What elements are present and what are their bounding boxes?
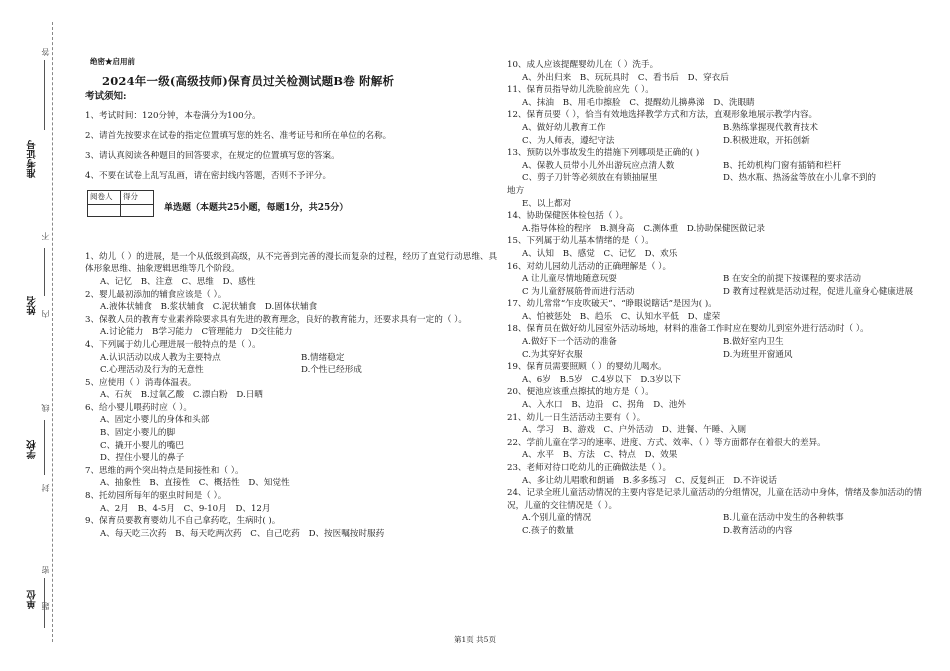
question-options: A.指导体检的程序 B.测身高 C.测体重 D.协助保健医做记录 xyxy=(522,223,765,234)
question-options-row xyxy=(100,364,502,377)
reviewer-input-cell[interactable] xyxy=(88,204,121,216)
question-text: 9、保育员要教育婴幼儿不自己拿药吃，生病时( )。 xyxy=(85,516,281,527)
option-item: D.教育活动的内容 xyxy=(723,525,793,536)
question-options: A、6岁 B.5岁 C.4岁以下 D.3岁以下 xyxy=(522,374,681,385)
school-label: 学校 xyxy=(27,440,38,459)
question-options: A、水平 B、方法 C、特点 D、效果 xyxy=(522,450,678,461)
notice-rule: 4、不要在试卷上乱写乱画，请在密封线内答题，否则不予评分。 xyxy=(85,171,332,182)
question-text: 13、预防以外事故发生的措施下列哪项是正确的( ) xyxy=(507,148,700,159)
option-item: A.个别儿童的情况 xyxy=(522,513,592,524)
left-column xyxy=(82,56,502,540)
question-options-row xyxy=(522,135,924,148)
option-item: C.心理活动及行为的无意性 xyxy=(100,365,204,376)
question-text: 12、保育员要（ ），恰当有效地选择教学方式和方法，直观形象地展示教学内容。 xyxy=(507,110,818,121)
section-heading: 单选题（本题共25小题，每题1分，共25分） xyxy=(164,203,349,214)
binding-margin xyxy=(0,0,72,671)
option-item: D 教育过程就是活动过程，促进儿童身心健康进展 xyxy=(723,286,914,297)
question-options-row xyxy=(522,336,924,349)
question-options-row xyxy=(522,172,924,185)
question-text: 14、协助保健医体检包括（ ）。 xyxy=(507,211,629,222)
reviewer-cell: 阅卷人 xyxy=(88,191,121,205)
score-box xyxy=(87,190,154,217)
option-item: B、固定小婴儿的脚 xyxy=(100,428,176,439)
question-options: A、学习 B、游戏 C、户外活动 D、进餐、午睡、入厕 xyxy=(522,425,747,436)
question-options-row xyxy=(522,512,924,525)
score-input-cell[interactable] xyxy=(121,204,154,216)
name-label: 姓名 xyxy=(27,296,38,315)
exam-number-label: 准考证号 xyxy=(27,140,38,178)
seal-text: 密 xyxy=(41,566,50,574)
option-item: A、固定小婴儿的身体和头部 xyxy=(100,415,210,426)
option-item: D、捏住小婴儿的鼻子 xyxy=(100,453,185,464)
unit-label: 单位 xyxy=(27,590,38,609)
question-options-row xyxy=(100,352,502,365)
notice-rule: 2、请首先按要求在试卷的指定位置填写您的姓名、准考证号和所在单位的名称。 xyxy=(85,130,392,141)
page-title: 2024年一级(高级技师)保育员过关检测试题B卷 附解析 xyxy=(102,73,395,88)
option-item: C、撬开小婴儿的嘴巴 xyxy=(100,440,184,451)
option-item: B.儿童在活动中发生的各种轶事 xyxy=(723,513,844,524)
question-text: 8、托幼园所每年的驱虫时间是（ ）。 xyxy=(85,491,227,502)
question-text-tail: 地方 xyxy=(507,185,525,196)
option-item: D、热水瓶、热汤盆等放在小儿拿不到的 xyxy=(723,173,876,184)
question-options-row xyxy=(522,160,924,173)
exam-number-fill-line[interactable] xyxy=(44,60,45,130)
question-options: A.液体状辅食 B.浆状辅食 C.泥状辅食 D.固体状辅食 xyxy=(100,302,318,313)
question-options: A、记忆 B、注意 C、思维 D、感性 xyxy=(100,276,256,287)
seal-text: 不 xyxy=(41,232,50,240)
right-column xyxy=(504,59,924,538)
question-options: A、2月 B、4-5月 C、9-10月 D、12月 xyxy=(100,503,271,514)
unit-fill-line[interactable] xyxy=(44,578,45,628)
question-text: 7、思维的两个突出特点是间接性和（ ）。 xyxy=(85,465,244,476)
question-text: 6、给小婴儿喂药时应（ ）。 xyxy=(85,402,193,413)
question-options-row xyxy=(522,349,924,362)
option-item: D.为班里开窗通风 xyxy=(723,349,793,360)
question-text: 23、老师对待口吃幼儿的正确做法是（ ）。 xyxy=(507,463,672,473)
question-text: 10、成人应该提醒婴幼儿在（ ）洗手。 xyxy=(507,60,659,70)
seal-text: 线 xyxy=(41,404,50,412)
seal-dashed-line xyxy=(52,22,53,642)
question-options: A、认知 B、感觉 C、记忆 D、欢乐 xyxy=(522,248,678,259)
option-item: B.熟练掌握现代教育技术 xyxy=(723,122,818,133)
question-options-row xyxy=(522,286,924,299)
option-item: A 让儿童尽情地随意玩耍 xyxy=(522,274,617,285)
option-item: B.做好室内卫生 xyxy=(723,337,784,348)
question-options-row xyxy=(522,525,924,538)
question-text: 2、婴儿最初添加的辅食应该是（ ）。 xyxy=(85,289,227,300)
question-options: A.讨论能力 B学习能力 C管理能力 D交往能力 xyxy=(100,327,293,338)
question-options: A、抽象性 B、直接性 C、概括性 D、知觉性 xyxy=(100,478,290,489)
question-options: A、多让幼儿唱歌和朗诵 B.多多练习 C、反复纠正 D.不许说话 xyxy=(522,475,777,486)
question-options: A、外出归来 B、玩玩具时 C、看书后 D、穿衣后 xyxy=(522,72,729,83)
option-item: B、托幼机构门窗有插销和栏杆 xyxy=(723,160,842,171)
option-item: D.积极进取，开拓创新 xyxy=(723,135,810,146)
option-item: A、保教人员带小儿外出游玩应点清人数 xyxy=(522,160,675,171)
option-item: C.为其穿好衣服 xyxy=(522,349,583,360)
question-options-row xyxy=(522,273,924,286)
option-item: D.个性已经形成 xyxy=(301,365,362,376)
question-options: A、石灰 B.过氧乙酸 C.漂白粉 D.日晒 xyxy=(100,390,263,401)
notice-rule: 3、请认真阅读各种题目的回答要求，在规定的位置填写您的答案。 xyxy=(85,150,340,161)
score-cell: 得分 xyxy=(121,191,154,205)
secret-mark: 绝密★启用前 xyxy=(90,57,135,66)
option-item: C.孩子的数量 xyxy=(522,525,574,536)
question-text: 18、保育员在做好幼儿园室外活动场地，材料的准备工作时应在婴幼儿到室外进行活动时（ ）。 xyxy=(507,324,869,335)
option-item: B.情绪稳定 xyxy=(301,352,345,363)
question-text: 22、学前儿童在学习的速率、进度、方式、效率、（ ）等方面都存在着很大的差异。 xyxy=(507,437,826,448)
notice-heading: 考试须知: xyxy=(85,91,127,103)
question-text: 17、幼儿常常“乍皮吹破天”、“睁眼说瞎话”是因为( )。 xyxy=(507,299,717,310)
question-options: A、每天吃三次药 B、每天吃两次药 C、自己吃药 D、按医嘱按时服药 xyxy=(100,528,385,539)
score-section xyxy=(82,190,502,217)
question-options: A、怕被惩处 B、趋乐 C、认知水平低 D、虚荣 xyxy=(522,311,721,322)
question-options-row xyxy=(522,122,924,135)
question-text: 24、记录全班儿童活动情况的主要内容是记录儿童活动的分组情况，儿童在活动中身体，情绪及参加活动的情况，儿童的交往情况是（ ）。 xyxy=(507,488,922,511)
name-fill-line[interactable] xyxy=(44,248,45,296)
option-item: C、剪子刀针等必须放在有锁抽屉里 xyxy=(522,173,658,184)
page-footer: 第1页 共5页 xyxy=(454,635,496,644)
option-item: C 为儿童舒展筋骨而进行活动 xyxy=(522,286,635,297)
question-text: 20、便池应该重点擦拭的地方是（ ）。 xyxy=(507,387,654,398)
seal-text: 封 xyxy=(41,484,50,492)
question-text: 1、幼儿（ ）的进展，是一个从低级到高级，从不完善到完善的漫长而复杂的过程，经历了直觉行动思维、具体形象思维、抽象逻辑思维等几个阶段。 xyxy=(85,251,498,275)
question-options: A、入水口 B、边沿 C、拐角 D、池外 xyxy=(522,400,686,411)
question-text: 5、应使用（ ）消毒体温表。 xyxy=(85,377,197,388)
option-item: A.认识活动以成人教为主要特点 xyxy=(100,352,221,363)
seal-text: 题 xyxy=(41,602,50,610)
question-list-right xyxy=(504,59,924,538)
option-item: A.做好下一个活动的准备 xyxy=(522,337,617,348)
question-text: 4、下列属于幼儿心理进展一般特点的是（ ）。 xyxy=(85,339,261,350)
option-item: B 在安全的前提下按课程的要求活动 xyxy=(723,274,861,285)
question-text: 19、保育员需要照顾（ ）的婴幼儿喝水。 xyxy=(507,362,667,373)
question-text: 15、下列属于幼儿基本情绪的是（ ）。 xyxy=(507,236,654,247)
notice-rule: 1、考试时间：120分钟，本卷满分为100分。 xyxy=(85,110,261,121)
option-item: E、以上都对 xyxy=(522,198,572,209)
question-text: 21、幼儿一日生活活动主要有（ ）。 xyxy=(507,412,646,423)
option-item: C、为人师表，遵纪守法 xyxy=(522,135,615,146)
question-options: A、抹油 B、用毛巾擦脸 C、提醒幼儿擤鼻涕 D、洗眼睛 xyxy=(522,97,755,108)
school-fill-line[interactable] xyxy=(44,420,45,475)
question-text: 11、保育员指导幼儿洗脸前应先（ ）。 xyxy=(507,85,654,96)
question-list-left xyxy=(82,251,502,541)
seal-text: 答 xyxy=(41,48,50,56)
option-item: A、做好幼儿教育工作 xyxy=(522,122,606,133)
question-text: 16、对幼儿园幼儿活动的正确理解是（ ）。 xyxy=(507,261,672,272)
question-text: 3、保教人员的教育专业素养除要求具有先进的教育理念，良好的教育能力，还要求具有一定的（ ）。 xyxy=(85,314,468,325)
seal-text: 内 xyxy=(41,310,50,318)
